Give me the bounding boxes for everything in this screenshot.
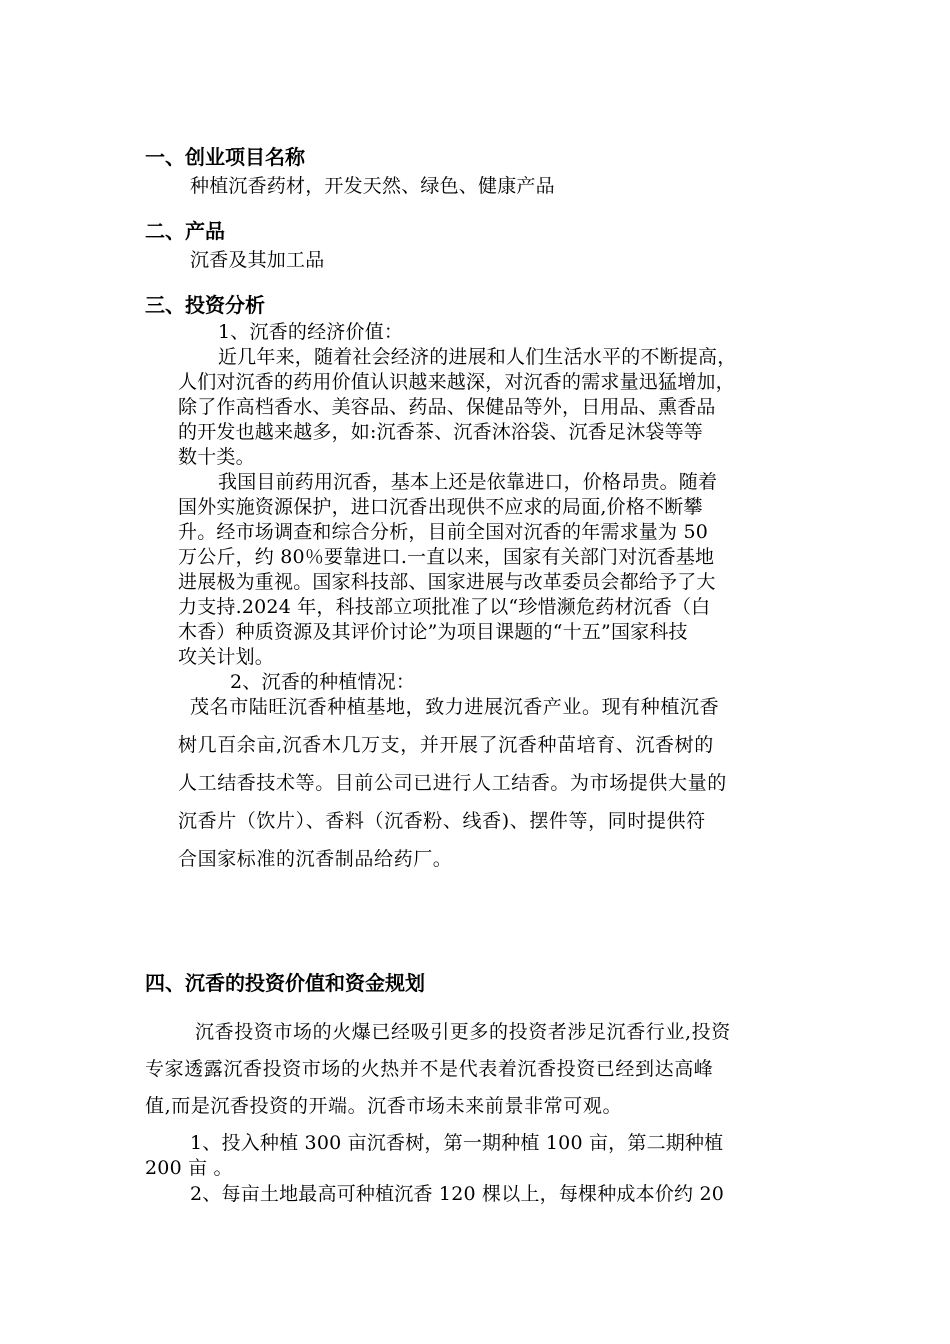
paragraph-line: 我国目前药用沉香，基本上还是依靠进口，价格昂贵。随着: [218, 471, 718, 493]
paragraph-line: 1、投入种植 300 亩沉香树，第一期种植 100 亩，第二期种植: [190, 1132, 724, 1154]
section3-heading: 三、投资分析: [145, 293, 265, 317]
paragraph-line: 茂名市陆旺沉香种植基地，致力进展沉香产业。现有种植沉香: [190, 696, 720, 718]
paragraph-line: 除了作高档香水、美容品、药品、保健品等外，日用品、熏香品: [178, 396, 716, 418]
paragraph-line: 合国家标准的沉香制品给药厂。: [178, 848, 453, 870]
paragraph-line: 沉香投资市场的火爆已经吸引更多的投资者涉足沉香行业,投资: [195, 1021, 731, 1043]
paragraph-line: 2、每亩土地最高可种植沉香 120 棵以上，每棵种成本价约 20: [190, 1183, 725, 1205]
section1-heading: 一、创业项目名称: [145, 145, 305, 169]
paragraph-line: 万公斤，约 80％要靠进口.一直以来，国家有关部门对沉香基地: [178, 546, 715, 568]
paragraph-line: 升。经市场调查和综合分析，目前全国对沉香的年需求量为 50: [178, 521, 709, 543]
section2-heading: 二、产品: [145, 219, 225, 243]
paragraph-line: 近几年来，随着社会经济的进展和人们生活水平的不断提高，: [218, 346, 737, 368]
paragraph-line: 树几百余亩,沉香木几万支，并开展了沉香种苗培育、沉香树的: [178, 734, 714, 756]
paragraph-line: 攻关计划。: [178, 646, 275, 668]
paragraph-line: 人们对沉香的药用价值认识越来越深，对沉香的需求量迅猛增加，: [178, 371, 735, 393]
section1-body: 种植沉香药材，开发天然、绿色、健康产品: [190, 175, 555, 197]
section4-heading: 四、沉香的投资价值和资金规划: [145, 971, 425, 995]
paragraph-line: 沉香片（饮片）、香料（沉香粉、线香)、摆件等，同时提供符: [178, 810, 706, 832]
section3-subheading-2: 2、沉香的种植情况：: [230, 671, 416, 693]
paragraph-line: 的开发也越来越多，如:沉香茶、沉香沐浴袋、沉香足沐袋等等: [178, 421, 704, 443]
paragraph-line: 力支持.2024 年，科技部立项批准了以“珍惜濒危药材沉香（白: [178, 596, 711, 618]
paragraph-line: 数十类。: [178, 446, 255, 468]
section2-body: 沉香及其加工品: [190, 249, 325, 271]
paragraph-line: 人工结香技术等。目前公司已进行人工结香。为市场提供大量的: [178, 772, 727, 794]
paragraph-line: 值,而是沉香投资的开端。沉香市场未来前景非常可观。: [145, 1095, 623, 1117]
section3-subheading-1: 1、沉香的经济价值：: [218, 321, 404, 343]
paragraph-line: 木香）种质资源及其评价讨论”为项目课题的“十五”国家科技: [178, 621, 688, 643]
paragraph-line: 国外实施资源保护，进口沉香出现供不应求的局面,价格不断攀: [178, 496, 703, 518]
paragraph-line: 专家透露沉香投资市场的火热并不是代表着沉香投资已经到达高峰: [145, 1058, 714, 1080]
paragraph-line: 进展极为重视。国家科技部、国家进展与改革委员会都给予了大: [178, 571, 716, 593]
paragraph-line: 200 亩 。: [145, 1157, 233, 1179]
